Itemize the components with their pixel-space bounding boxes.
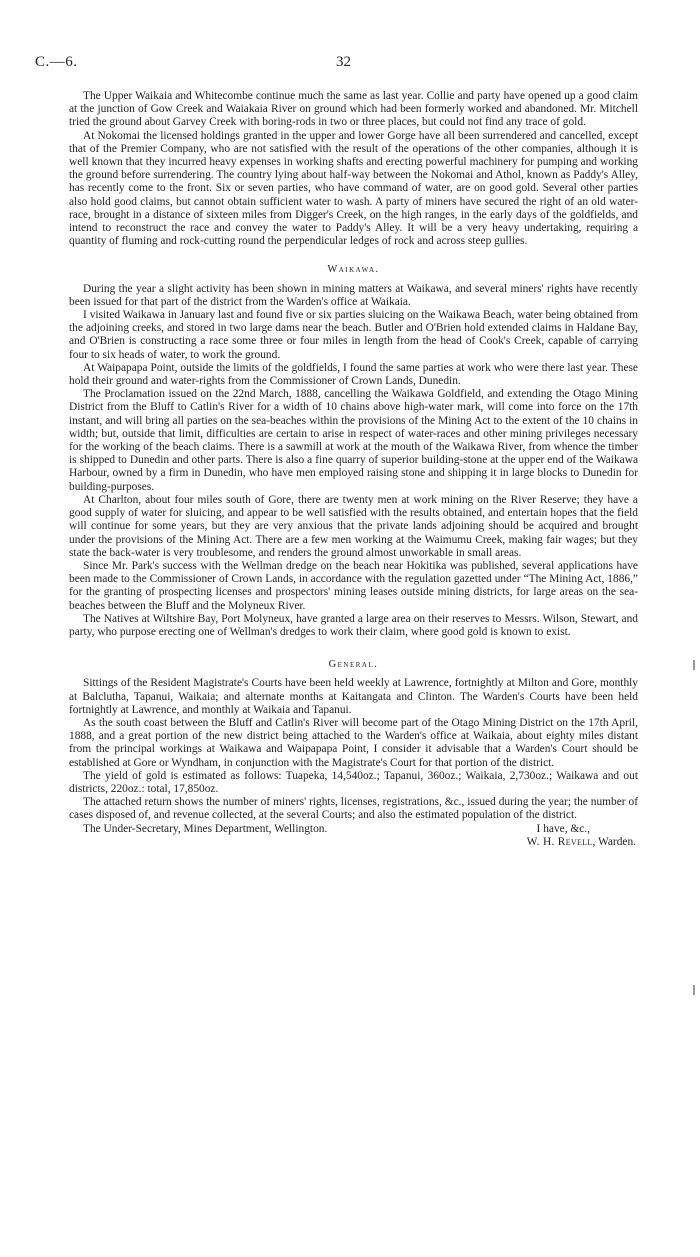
paragraph-proclamation: The Proclamation issued on the 22nd March, 1888, cancelling the Waikawa Goldfield, and extending the Otago Mining District from the Bluff to Catlin's River for a width of 10 chains above high-water mark, will come into force on the 17th instant, and will bring all parties on the sea-beaches within the provisions of the Mining Act to the extent of the 10 chains in width; but, outside that limit, difficulties are certain to arise in respect of water-races and other mining privileges necessary for the working of the beach claims. There is a sawmill at work at the mouth of the Waikawa River, from whence the timber is shipped to Dunedin and other parts. There is also a fine quarry of superior building-stone at the upper end of the Waikawa Harbour, owned by a firm in Dunedin, who have men employed raising stone and shipping it in large blocks to Dunedin for building-purposes. <box>69 388 638 493</box>
paragraph-wellman-dredge: Since Mr. Park's success with the Wellman dredge on the beach near Hokitika was published, several applications have been made to the Commissioner of Crown Lands, in accordance with the regulation gazetted under “The Mining Act, 1886,” for the granting of prospecting licenses and prospectors' mining leases outside mining districts, for large areas on the sea-beaches between the Bluff and the Molyneux River. <box>69 559 638 612</box>
signature <box>69 836 638 849</box>
signature-name: W. H. Revell <box>526 835 593 848</box>
margin-mark <box>693 660 695 670</box>
paragraph-nokomai: At Nokomai the licensed holdings granted in the upper and lower Gorge have all been surrendered and cancelled, except that of the Premier Company, who are not satisfied with the result of the operations of the other companies, although it is well known that they incurred heavy expenses in working shafts and erecting powerful machinery for pumping and working the ground before surrendering. The country lying about half-way between the Nokomai and Athol, known as Paddy's Alley, has recently come to the front. Six or seven parties, who have command of water, are on good gold. Several other parties also hold good claims, but cannot obtain sufficient water to wash. A party of miners have secured the right of an old water-race, brought in a distance of sixteen miles from Digger's Creek, on the high ranges, in the early days of the goldfields, and intend to reconstruct the race and convey the water to Paddy's Alley. It will be a very heavy undertaking, requiring a quantity of fluming and rock-cutting round the perpendicular ledges of rock and across steep gullies. <box>69 129 638 248</box>
document-body <box>69 90 638 849</box>
margin-mark <box>693 985 695 995</box>
paragraph-charlton: At Charlton, about four miles south of Gore, there are twenty men at work mining on the River Reserve; they have a good supply of water for sluicing, and appear to be well satisfied with the results obtained, and entertain hopes that the field will continue for some years, but they are very anxious that the private lands adjoining should be acquired and brought under the provisions of the Mining Act. There are a few men working at the Waimumu Creek, making fair wages; but they state the back-water is very troublesome, and renders the ground almost unworkable in small areas. <box>69 493 638 559</box>
paragraph-wiltshire-bay: The Natives at Wiltshire Bay, Port Molyneux, have granted a large area on their reserves to Messrs. Wilson, Stewart, and party, who purpose erecting one of Wellman's dredges to work their claim, where good gold is known to exist. <box>69 612 638 638</box>
closing-line <box>69 823 638 836</box>
section-heading-general: General. <box>328 659 379 671</box>
signature-title: , Warden. <box>592 835 636 848</box>
section-heading-waikawa: Waikawa. <box>327 264 380 276</box>
addressee: The Under-Secretary, Mines Department, Wellington. <box>83 822 328 835</box>
paragraph-gold-yield: The yield of gold is estimated as follows: Tuapeka, 14,540oz.; Tapanui, 360oz.; Waikaia, 2,730oz.; Waikawa and out districts, 220oz.: total, 17,850oz. <box>69 769 638 795</box>
paragraph-upper-waikaia: The Upper Waikaia and Whitecombe continue much the same as last year. Collie and party have opened up a good claim at the junction of Gow Creek and Waiakaia River on ground which had been formerly worked and abandoned. Mr. Mitchell tried the ground about Garvey Creek with boring-rods in two or three places, but could not find any trace of gold. <box>69 90 638 129</box>
page-number: 32 <box>336 54 351 70</box>
closing-phrase: I have, &c., <box>536 822 590 835</box>
paragraph-waipapapa-point: At Waipapapa Point, outside the limits of the goldfields, I found the same parties at work who were there last year. These hold their ground and water-rights from the Commissioner of Crown Lands, Dunedin. <box>69 361 638 388</box>
paragraph-south-coast: As the south coast between the Bluff and Catlin's River will become part of the Otago Mining District on the 17th April, 1888, and a great portion of the new district being attached to the Warden's office at Waikaia, about eighty miles distant from the principal workings at Waikawa and Waipapapa Point, I consider it advisable that a Warden's Court should be established at Gore or Wyndham, in conjunction with the Magistrate's Court for that portion of the district. <box>69 716 638 769</box>
paragraph-waikawa-visit: I visited Waikawa in January last and found five or six parties sluicing on the Waikawa Beach, water being obtained from the adjoining creeks, and stored in two large dams near the beach. Butler and O'Brien hold extended claims in Haldane Bay, and O'Brien is constructing a race some three or four miles in length from the head of Cook's Creek, capable of carrying four to six heads of water, to work the ground. <box>69 309 638 361</box>
paragraph-waikawa-activity: During the year a slight activity has been shown in mining matters at Waikawa, and several miners' rights have recently been issued for that part of the district from the Warden's office at Waikaia. <box>69 282 638 308</box>
paragraph-attached-return: The attached return shows the number of miners' rights, licenses, registrations, &c., issued during the year; the number of cases disposed of, and revenue collected, at the several Courts; and also the estimated population of the district. <box>69 796 638 822</box>
page-header <box>0 54 700 74</box>
paragraph-court-sittings: Sittings of the Resident Magistrate's Courts have been held weekly at Lawrence, fortnightly at Milton and Gore, monthly at Balclutha, Tapanui, Waikaia; and alternate months at Kaitangata and Clinton. The Warden's Courts have been held fortnightly at Lawrence, and monthly at Waikaia and Tapanui. <box>69 677 638 716</box>
document-reference: C.—6. <box>35 54 78 70</box>
